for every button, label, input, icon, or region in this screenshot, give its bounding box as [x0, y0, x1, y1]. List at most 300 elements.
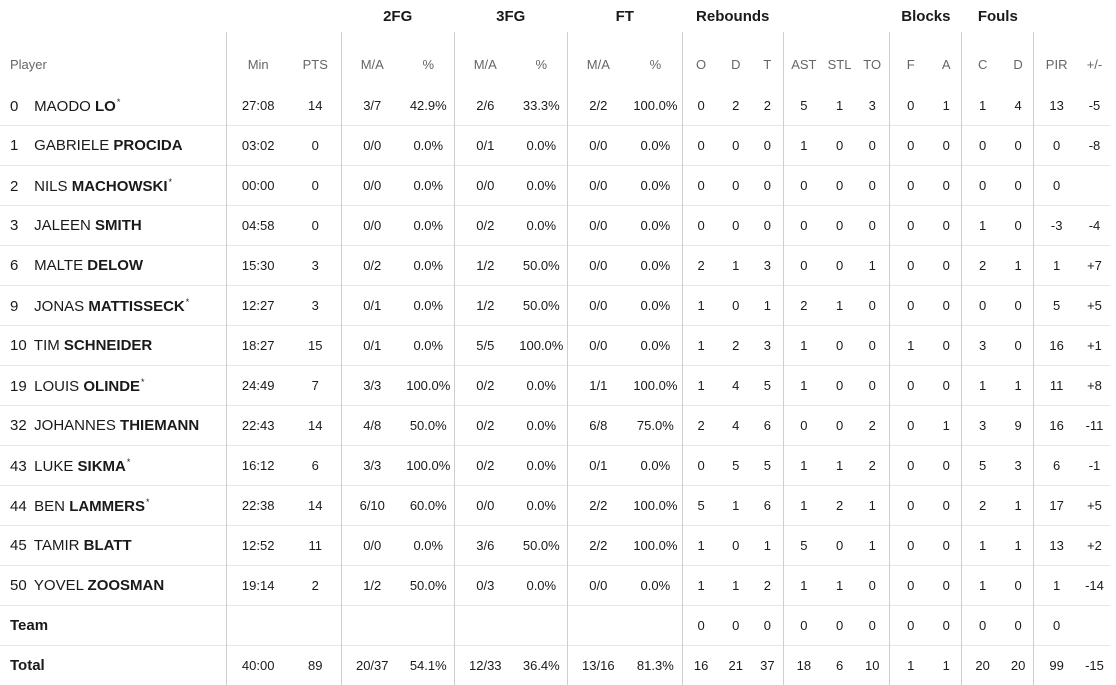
stat-2fg-ma: 0/0 — [341, 526, 403, 566]
stat-foul-c: 1 — [962, 86, 1003, 126]
stat-ast: 0 — [783, 206, 824, 246]
stat-blk-f: 0 — [890, 126, 931, 166]
stat-pir: 0 — [1034, 606, 1079, 646]
player-last-name: SIKMA — [78, 458, 126, 475]
stat-ft-pct: 0.0% — [629, 446, 682, 486]
player-first-name: TIM — [34, 337, 60, 354]
stat-foul-d: 0 — [1003, 606, 1034, 646]
stat-reb-d: 0 — [719, 606, 752, 646]
stat-pts — [290, 606, 341, 646]
stat-reb-t: 0 — [752, 606, 783, 646]
stat-pir: 16 — [1034, 326, 1079, 366]
stat-blk-a: 0 — [931, 246, 962, 286]
col-pts[interactable]: PTS — [290, 32, 341, 86]
stat-pts: 14 — [290, 86, 341, 126]
stat-2fg-pct: 0.0% — [403, 126, 454, 166]
stat-blk-f: 0 — [890, 86, 931, 126]
stat-stl: 1 — [824, 86, 855, 126]
player-name-cell[interactable] — [0, 206, 226, 246]
player-name-cell[interactable] — [0, 566, 226, 606]
stat-reb-d: 0 — [719, 126, 752, 166]
stat-ft-pct: 0.0% — [629, 166, 682, 206]
stat-reb-t: 0 — [752, 166, 783, 206]
stat-ft-pct: 81.3% — [629, 646, 682, 685]
stat-3fg-pct — [516, 606, 567, 646]
col-min[interactable]: Min — [226, 32, 290, 86]
stat-min: 19:14 — [226, 566, 290, 606]
stat-ft-pct: 100.0% — [629, 366, 682, 406]
stat-min: 40:00 — [226, 646, 290, 685]
player-number: 32 — [10, 417, 30, 434]
starter-mark: * — [141, 377, 145, 387]
stat-plus-minus: -11 — [1079, 406, 1110, 446]
stat-to: 0 — [855, 166, 890, 206]
player-number: 19 — [10, 378, 30, 395]
stat-min: 04:58 — [226, 206, 290, 246]
stat-to: 0 — [855, 126, 890, 166]
stat-foul-d: 1 — [1003, 486, 1034, 526]
player-first-name: LOUIS — [34, 378, 79, 395]
player-number: 3 — [10, 217, 30, 234]
stat-2fg-pct: 0.0% — [403, 166, 454, 206]
stat-foul-d: 3 — [1003, 446, 1034, 486]
stat-foul-c: 1 — [962, 566, 1003, 606]
stat-ast: 1 — [783, 126, 824, 166]
stat-3fg-pct: 50.0% — [516, 526, 567, 566]
stat-blk-f: 0 — [890, 566, 931, 606]
stat-stl: 0 — [824, 366, 855, 406]
player-last-name: OLINDE — [83, 378, 140, 395]
player-last-name: DELOW — [87, 257, 143, 274]
stat-3fg-ma: 0/2 — [454, 206, 516, 246]
stat-ft-ma — [567, 606, 629, 646]
player-last-name: SCHNEIDER — [64, 337, 152, 354]
table-row[interactable] — [0, 166, 1110, 206]
stat-2fg-ma: 0/0 — [341, 166, 403, 206]
stat-reb-o: 0 — [682, 166, 719, 206]
stat-2fg-ma: 3/3 — [341, 366, 403, 406]
stat-blk-a: 0 — [931, 446, 962, 486]
col-blk-f[interactable]: F — [890, 32, 931, 86]
stat-reb-t: 5 — [752, 366, 783, 406]
stat-ast: 1 — [783, 446, 824, 486]
stat-3fg-ma: 3/6 — [454, 526, 516, 566]
stat-blk-a: 0 — [931, 206, 962, 246]
stat-pts: 0 — [290, 126, 341, 166]
stat-to: 1 — [855, 486, 890, 526]
table-row[interactable] — [0, 446, 1110, 486]
stat-pir: 6 — [1034, 446, 1079, 486]
player-last-name: LAMMERS — [69, 498, 145, 515]
stat-foul-c: 1 — [962, 206, 1003, 246]
stat-to: 3 — [855, 86, 890, 126]
stat-foul-c: 2 — [962, 486, 1003, 526]
stat-plus-minus: -8 — [1079, 126, 1110, 166]
table-row[interactable] — [0, 406, 1110, 446]
stat-pir: 1 — [1034, 566, 1079, 606]
stat-plus-minus: +8 — [1079, 366, 1110, 406]
stat-reb-t: 1 — [752, 526, 783, 566]
stat-foul-d: 0 — [1003, 286, 1034, 326]
table-row[interactable] — [0, 366, 1110, 406]
stat-3fg-pct: 0.0% — [516, 166, 567, 206]
stat-blk-a: 0 — [931, 486, 962, 526]
stat-pts: 14 — [290, 486, 341, 526]
team-label: Team — [0, 606, 226, 646]
starter-mark: * — [117, 97, 121, 107]
stat-ast: 1 — [783, 366, 824, 406]
stat-2fg-pct: 100.0% — [403, 366, 454, 406]
stat-foul-d: 0 — [1003, 206, 1034, 246]
stat-reb-d: 1 — [719, 486, 752, 526]
stat-blk-f: 0 — [890, 486, 931, 526]
stat-pts: 3 — [290, 246, 341, 286]
stat-reb-o: 1 — [682, 286, 719, 326]
player-number: 50 — [10, 577, 30, 594]
stat-pts: 14 — [290, 406, 341, 446]
stat-reb-d: 0 — [719, 286, 752, 326]
stat-reb-o: 0 — [682, 126, 719, 166]
stat-ft-pct: 0.0% — [629, 286, 682, 326]
col-3fg-pct[interactable]: % — [516, 32, 567, 86]
stat-3fg-ma: 0/2 — [454, 446, 516, 486]
stat-pir: 0 — [1034, 166, 1079, 206]
player-first-name: YOVEL — [34, 577, 83, 594]
stat-reb-d: 5 — [719, 446, 752, 486]
stat-ast: 0 — [783, 406, 824, 446]
stat-reb-d: 0 — [719, 166, 752, 206]
total-row — [0, 646, 1110, 685]
stat-2fg-ma: 6/10 — [341, 486, 403, 526]
starter-mark: * — [146, 497, 150, 507]
stat-ft-ma: 0/0 — [567, 126, 629, 166]
stat-foul-d: 0 — [1003, 166, 1034, 206]
col-stl[interactable]: STL — [824, 32, 855, 86]
stat-reb-d: 2 — [719, 86, 752, 126]
stat-ast: 1 — [783, 326, 824, 366]
stat-plus-minus — [1079, 606, 1110, 646]
stat-pts: 0 — [290, 206, 341, 246]
player-name-cell[interactable] — [0, 486, 226, 526]
stat-pts: 0 — [290, 166, 341, 206]
stat-to: 0 — [855, 326, 890, 366]
stat-foul-c: 0 — [962, 606, 1003, 646]
stat-reb-d: 4 — [719, 406, 752, 446]
col-reb-d[interactable]: D — [719, 32, 752, 86]
player-first-name: BEN — [34, 498, 65, 515]
table-row[interactable] — [0, 126, 1110, 166]
stat-ft-ma: 6/8 — [567, 406, 629, 446]
col-2fg-pct[interactable]: % — [403, 32, 454, 86]
stat-3fg-pct: 33.3% — [516, 86, 567, 126]
table-row[interactable] — [0, 566, 1110, 606]
stat-blk-a: 0 — [931, 566, 962, 606]
stat-reb-o: 5 — [682, 486, 719, 526]
stat-3fg-pct: 36.4% — [516, 646, 567, 685]
stat-pir: 1 — [1034, 246, 1079, 286]
player-number: 45 — [10, 537, 30, 554]
table-row[interactable] — [0, 286, 1110, 326]
stat-to: 2 — [855, 446, 890, 486]
stat-pts: 89 — [290, 646, 341, 685]
stat-stl: 0 — [824, 166, 855, 206]
stat-3fg-ma: 0/0 — [454, 166, 516, 206]
player-number: 0 — [10, 98, 30, 115]
stat-ft-pct: 100.0% — [629, 486, 682, 526]
stat-stl: 2 — [824, 486, 855, 526]
stat-2fg-ma: 0/2 — [341, 246, 403, 286]
stat-3fg-ma: 1/2 — [454, 246, 516, 286]
player-name-cell[interactable] — [0, 446, 226, 486]
stat-to: 2 — [855, 406, 890, 446]
player-first-name: JALEEN — [34, 217, 91, 234]
stat-foul-c: 2 — [962, 246, 1003, 286]
stat-blk-a: 0 — [931, 166, 962, 206]
stat-reb-t: 2 — [752, 86, 783, 126]
stat-2fg-pct: 0.0% — [403, 326, 454, 366]
stat-blk-a: 1 — [931, 646, 962, 685]
stat-3fg-pct: 100.0% — [516, 326, 567, 366]
starter-mark: * — [127, 457, 131, 467]
stat-min: 12:27 — [226, 286, 290, 326]
stat-3fg-ma: 1/2 — [454, 286, 516, 326]
stat-reb-t: 6 — [752, 406, 783, 446]
stat-plus-minus: +5 — [1079, 486, 1110, 526]
stat-foul-d: 0 — [1003, 566, 1034, 606]
stat-ast: 2 — [783, 286, 824, 326]
col-reb-o[interactable]: O — [682, 32, 719, 86]
stat-2fg-pct: 0.0% — [403, 286, 454, 326]
stat-pir: -3 — [1034, 206, 1079, 246]
stat-2fg-ma — [341, 606, 403, 646]
stat-plus-minus: -15 — [1079, 646, 1110, 685]
stat-to: 0 — [855, 286, 890, 326]
stat-stl: 0 — [824, 326, 855, 366]
stat-foul-d: 0 — [1003, 326, 1034, 366]
stat-stl: 0 — [824, 126, 855, 166]
stat-stl: 1 — [824, 286, 855, 326]
col-plus-minus[interactable]: +/- — [1079, 32, 1110, 86]
col-2fg-ma[interactable]: M/A — [341, 32, 403, 86]
stat-ast: 1 — [783, 566, 824, 606]
stat-reb-o: 1 — [682, 366, 719, 406]
player-name-cell[interactable] — [0, 526, 226, 566]
stat-2fg-ma: 0/1 — [341, 286, 403, 326]
player-first-name: LUKE — [34, 458, 73, 475]
stat-reb-o: 0 — [682, 446, 719, 486]
col-3fg-ma[interactable]: M/A — [454, 32, 516, 86]
stat-pir: 13 — [1034, 526, 1079, 566]
stat-2fg-ma: 0/1 — [341, 326, 403, 366]
stat-to: 10 — [855, 646, 890, 685]
player-name-cell[interactable] — [0, 366, 226, 406]
player-first-name: MAODO — [34, 98, 91, 115]
stat-blk-f: 0 — [890, 406, 931, 446]
stat-foul-d: 1 — [1003, 526, 1034, 566]
player-last-name: THIEMANN — [120, 417, 199, 434]
stat-foul-c: 3 — [962, 406, 1003, 446]
stat-to: 0 — [855, 606, 890, 646]
stat-3fg-ma: 0/2 — [454, 406, 516, 446]
stat-pir: 5 — [1034, 286, 1079, 326]
stat-stl: 0 — [824, 606, 855, 646]
stat-ast: 18 — [783, 646, 824, 685]
col-ft-ma[interactable]: M/A — [567, 32, 629, 86]
stat-ast: 5 — [783, 526, 824, 566]
col-blk-a[interactable]: A — [931, 32, 962, 86]
stat-stl: 0 — [824, 526, 855, 566]
stat-to: 0 — [855, 366, 890, 406]
stat-pts: 15 — [290, 326, 341, 366]
stat-stl: 1 — [824, 566, 855, 606]
group-blocks: Blocks — [890, 0, 962, 32]
stat-reb-o: 0 — [682, 86, 719, 126]
player-name-cell[interactable] — [0, 246, 226, 286]
stat-ft-pct — [629, 606, 682, 646]
stat-blk-a: 1 — [931, 86, 962, 126]
col-reb-t[interactable]: T — [752, 32, 783, 86]
stat-ft-pct: 0.0% — [629, 326, 682, 366]
stat-reb-o: 1 — [682, 326, 719, 366]
stat-3fg-pct: 0.0% — [516, 366, 567, 406]
stat-plus-minus: -14 — [1079, 566, 1110, 606]
group-ft: FT — [567, 0, 682, 32]
stat-plus-minus: +2 — [1079, 526, 1110, 566]
stat-2fg-pct: 54.1% — [403, 646, 454, 685]
col-player[interactable]: Player — [0, 32, 226, 86]
stat-min: 12:52 — [226, 526, 290, 566]
group-fouls: Fouls — [962, 0, 1034, 32]
stat-blk-f: 0 — [890, 246, 931, 286]
stat-blk-f: 0 — [890, 526, 931, 566]
stat-blk-a: 1 — [931, 406, 962, 446]
stat-plus-minus: -4 — [1079, 206, 1110, 246]
player-number: 43 — [10, 458, 30, 475]
stat-3fg-pct: 0.0% — [516, 206, 567, 246]
player-last-name: LO — [95, 98, 116, 115]
stat-foul-d: 20 — [1003, 646, 1034, 685]
stat-pir: 16 — [1034, 406, 1079, 446]
stat-reb-d: 1 — [719, 246, 752, 286]
stat-stl: 0 — [824, 206, 855, 246]
player-first-name: JOHANNES — [34, 417, 116, 434]
stat-foul-c: 1 — [962, 526, 1003, 566]
stat-reb-t: 0 — [752, 126, 783, 166]
stat-ft-pct: 100.0% — [629, 86, 682, 126]
player-name-cell[interactable] — [0, 406, 226, 446]
stat-min: 22:43 — [226, 406, 290, 446]
starter-mark: * — [169, 177, 173, 187]
player-name-cell[interactable] — [0, 326, 226, 366]
stat-3fg-ma — [454, 606, 516, 646]
stat-ft-ma: 0/0 — [567, 206, 629, 246]
table-row[interactable] — [0, 206, 1110, 246]
stat-ft-ma: 0/0 — [567, 286, 629, 326]
stat-foul-c: 0 — [962, 126, 1003, 166]
stat-3fg-pct: 0.0% — [516, 126, 567, 166]
stat-pts: 7 — [290, 366, 341, 406]
stat-2fg-ma: 0/0 — [341, 126, 403, 166]
table-row[interactable] — [0, 86, 1110, 126]
stat-blk-f: 0 — [890, 446, 931, 486]
stat-to: 1 — [855, 246, 890, 286]
stat-3fg-pct: 50.0% — [516, 246, 567, 286]
stat-reb-d: 2 — [719, 326, 752, 366]
stat-reb-o: 2 — [682, 406, 719, 446]
stat-min: 18:27 — [226, 326, 290, 366]
player-number: 44 — [10, 498, 30, 515]
stat-ft-ma: 2/2 — [567, 86, 629, 126]
stat-blk-a: 0 — [931, 126, 962, 166]
table-row[interactable] — [0, 486, 1110, 526]
stat-3fg-pct: 50.0% — [516, 286, 567, 326]
stat-reb-t: 2 — [752, 566, 783, 606]
stat-ft-ma: 13/16 — [567, 646, 629, 685]
stat-ast: 0 — [783, 246, 824, 286]
table-row[interactable] — [0, 326, 1110, 366]
col-to[interactable]: TO — [855, 32, 890, 86]
stat-foul-d: 1 — [1003, 366, 1034, 406]
starter-mark: * — [186, 297, 190, 307]
stat-2fg-ma: 4/8 — [341, 406, 403, 446]
player-name-cell[interactable] — [0, 86, 226, 126]
stat-ast: 1 — [783, 486, 824, 526]
stat-2fg-pct: 50.0% — [403, 566, 454, 606]
stat-3fg-ma: 0/1 — [454, 126, 516, 166]
stat-ast: 0 — [783, 606, 824, 646]
col-ast[interactable]: AST — [783, 32, 824, 86]
col-foul-d[interactable]: D — [1003, 32, 1034, 86]
stat-foul-d: 1 — [1003, 246, 1034, 286]
table-row[interactable] — [0, 526, 1110, 566]
stat-foul-d: 0 — [1003, 126, 1034, 166]
stat-2fg-ma: 3/3 — [341, 446, 403, 486]
col-pir[interactable]: PIR — [1034, 32, 1079, 86]
stat-blk-f: 0 — [890, 206, 931, 246]
player-name-cell[interactable] — [0, 166, 226, 206]
table-row[interactable] — [0, 246, 1110, 286]
stat-foul-d: 4 — [1003, 86, 1034, 126]
stat-min: 27:08 — [226, 86, 290, 126]
stat-reb-d: 0 — [719, 526, 752, 566]
stat-reb-t: 6 — [752, 486, 783, 526]
stat-blk-f: 0 — [890, 166, 931, 206]
stat-foul-c: 5 — [962, 446, 1003, 486]
player-first-name: NILS — [34, 178, 67, 195]
stat-ft-ma: 2/2 — [567, 486, 629, 526]
player-name-cell[interactable] — [0, 286, 226, 326]
stat-ft-pct: 0.0% — [629, 246, 682, 286]
stat-pir: 99 — [1034, 646, 1079, 685]
col-ft-pct[interactable]: % — [629, 32, 682, 86]
stat-ast: 0 — [783, 166, 824, 206]
stat-foul-c: 3 — [962, 326, 1003, 366]
stat-2fg-pct: 0.0% — [403, 246, 454, 286]
player-number: 10 — [10, 337, 30, 354]
player-last-name: ZOOSMAN — [88, 577, 165, 594]
player-name-cell[interactable] — [0, 126, 226, 166]
stat-3fg-pct: 0.0% — [516, 486, 567, 526]
stat-ft-ma: 0/0 — [567, 326, 629, 366]
player-number: 9 — [10, 298, 30, 315]
stat-3fg-ma: 2/6 — [454, 86, 516, 126]
group-rebounds: Rebounds — [682, 0, 783, 32]
stat-foul-c: 20 — [962, 646, 1003, 685]
stat-3fg-pct: 0.0% — [516, 406, 567, 446]
stat-reb-t: 3 — [752, 326, 783, 366]
col-foul-c[interactable]: C — [962, 32, 1003, 86]
player-number: 6 — [10, 257, 30, 274]
